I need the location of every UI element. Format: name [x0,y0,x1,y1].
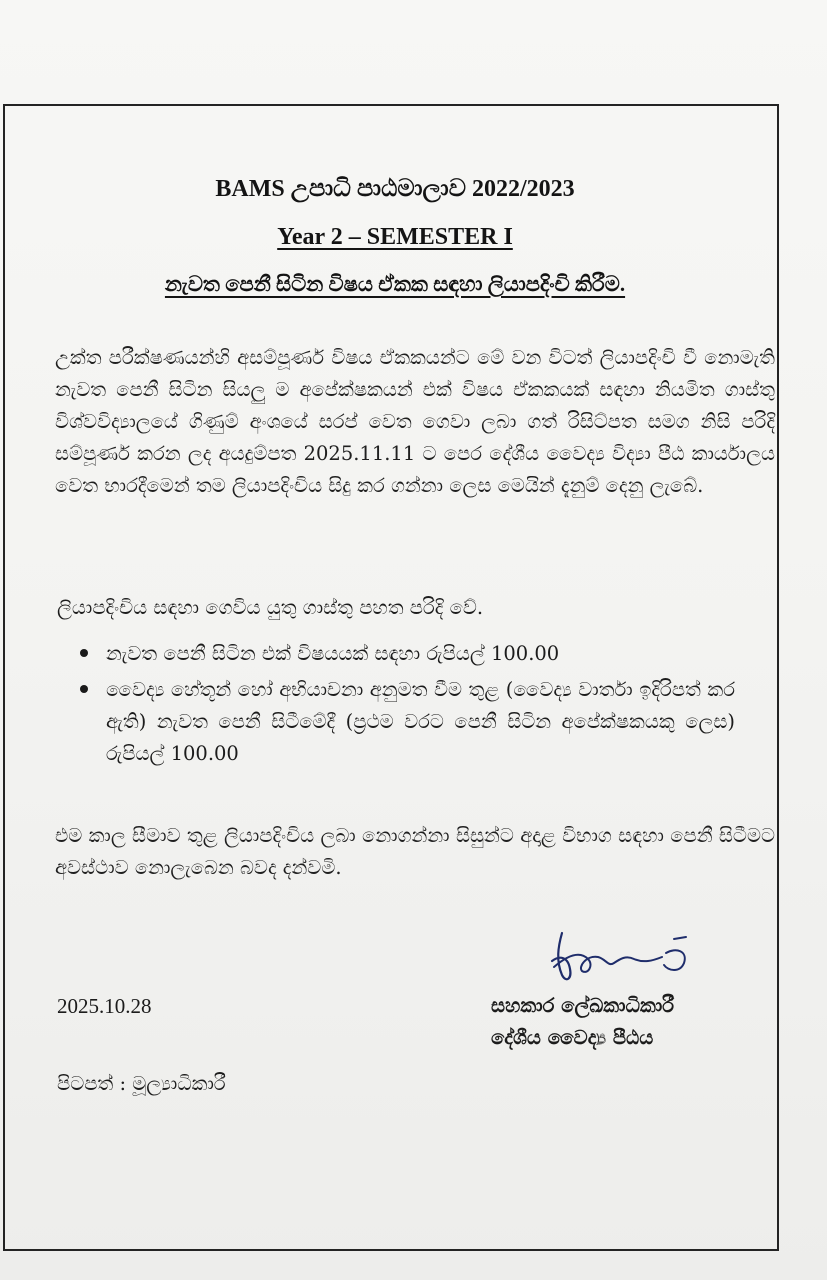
signatory-block [491,990,674,1054]
deadline-warning-paragraph: එම කාල සීමාව තුළ ලියාපදිංචිය ලබා නොගන්නා සිසුන්ට අදාළ විභාග සඳහා පෙනී සිටීමට අවස්ථාව නොලැබෙන බවද දන්වමි. [55,824,775,879]
notice-heading-subject: නැවත පෙනී සිටින විෂය ඒකක සඳහා ලියාපදිංචි කිරීම. [164,272,626,296]
registration-instructions-paragraph: උක්ත පරීක්ෂණයන්හි අසම්පූර්ණ විෂය ඒකකයන්ට මේ වන විටත් ලියාපදිංචි වී නොමැති නැවත පෙනී සිටින සියලු ම අපේක්ෂකයන් එක් විෂය ඒකකයක් සඳහා නියමිත ගාස්තු විශ්වවිද්‍යාලයේ ගිණුම් අංශයේ සරප් වෙත ගෙවා ලබා ගත් රිසිට්පත සමග නිසි පරිදි සම්පූර්ණ කරන ලද අයදුම්පත 2025.11.11 ට පෙර දේශීය වෛද්‍ය විද්‍යා පීඨ කාර්යාලය වෙත භාරදීමෙන් තම ලියාපදිංචිය සිදු කර ගන්නා ලෙස මෙයින් දැනුම් දෙනු ලැබේ. [55,346,775,497]
signatory-faculty: දේශීය වෛද්‍ය පීඨය [491,1026,654,1049]
notice-heading-semester: Year 2 – SEMESTER I [277,224,513,250]
fees-intro-text: ලියාපදිංචිය සඳහා ගෙවිය යුතු ගාස්තු පහත පරිදි වේ. [57,596,484,619]
notice-date: 2025.10.28 [57,994,152,1018]
copy-to-line: පිටපත් : මූල්‍යාධිකාරී [57,1072,226,1095]
fee-item-repeat-subject [0,638,780,670]
bullet-icon [80,685,88,693]
handwritten-signature [548,925,698,990]
signatory-title: සහකාර ලේඛකාධිකාරී [491,994,675,1017]
fee-item-text: වෛද්‍ය හේතූන් හෝ අභියාචනා අනුමත වීම තුළ (වෛද්‍ය වාර්තා ඉදිරිපත් කර ඇති) නැවත පෙනී සිටීමේදී (ප්‍රථම වරට පෙනී සිටින අපේක්ෂකයකු ලෙස) රුපියල් 100.00 [106,678,735,765]
fee-list [0,638,780,774]
notice-heading-program: BAMS උපාධි පාඨමාලාව 2022/2023 [215,176,575,202]
fee-item-medical-appeal [0,674,780,770]
bullet-icon [80,649,88,657]
fee-item-text: නැවත පෙනී සිටින එක් විෂයයක් සඳහා රුපියල් 100.00 [106,642,560,665]
